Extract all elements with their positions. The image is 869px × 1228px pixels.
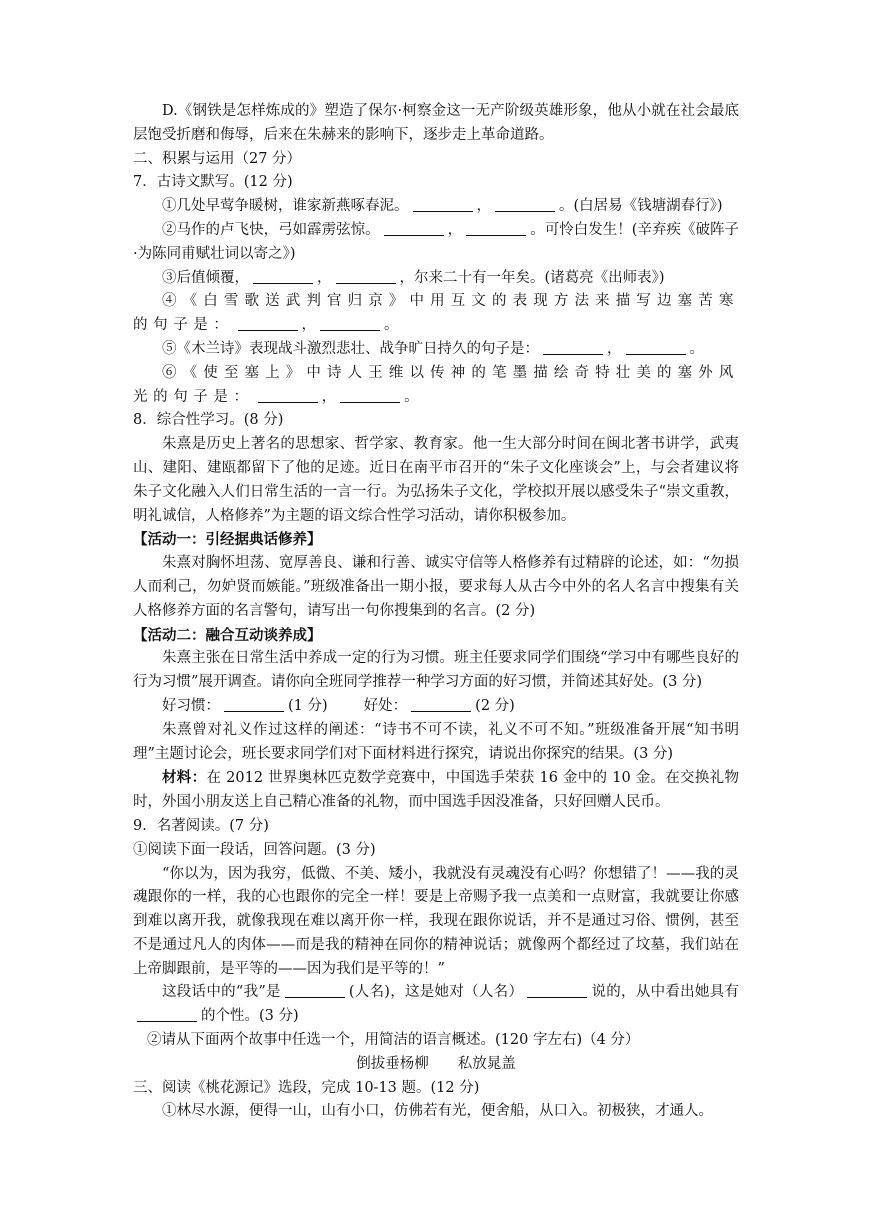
q8-intro: 朱熹是历史上著名的思想家、哲学家、教育家。他一生大部分时间在闽北著书讲学，武夷山、建阳、建瓯都留下了他的足迹。近日在南平市召开的“朱子文化座谈会”上，与会者建议将朱子文化融入人们日常生活的一言一行。为弘扬朱子文化，学校拟开展以感受朱子“崇文重教，明礼诚信，人格修养”为主题的语文综合性学习活动，请你积极参加。 — [133, 436, 739, 524]
q7-5-text: ⑤《木兰诗》表现战斗激烈悲壮、战争旷日持久的句子是： — [162, 340, 539, 357]
q7-2-source: 。可怜白发生！(辛弃疾《破阵子·为陈同甫赋壮词以寄之》) — [133, 221, 740, 262]
material-label: 材料： — [162, 769, 207, 787]
q7-item-6: ⑥《使至塞上》中诗人王维以传神的笔墨描绘奇特壮美的塞外风光的句子是： ， 。 — [133, 364, 739, 405]
activity-1-text: 朱熹对胸怀坦荡、宽厚善良、谦和行善、诚实守信等人格修养有过精辟的论述，如：“勿损人而利己，勿妒贤而嫉能。”班级准备出一期小报，要求每人从古今中外的名人名言中搜集有关人格修养方面的名言警句，请写出一句你搜集到的名言。(2 分) — [133, 555, 739, 619]
option-d: D.《钢铁是怎样炼成的》塑造了保尔·柯察金这一无产阶级英雄形象，他从小就在社会最底层饱受折磨和侮辱，后来在朱赫来的影响下，逐步走上革命道路。 — [133, 103, 739, 143]
answer-blank[interactable] — [238, 316, 298, 331]
answer-blank[interactable] — [495, 197, 555, 212]
activity-2-text-2: 朱熹曾对礼义作过这样的阐述：“诗书不可不读，礼义不可不知。”班级准备开展“知书明理”主题讨论会，班长要求同学们对下面材料进行探究，请说出你探究的结果。(3 分) — [133, 721, 739, 762]
section-2-heading: 二、积累与运用（27 分） — [133, 150, 302, 167]
answer-blank[interactable] — [543, 340, 603, 355]
trait-blank[interactable] — [137, 1007, 197, 1022]
q7-1-source: 。(白居易《钱塘湖春行》) — [559, 198, 723, 215]
q7-3-source: ，尔来二十有一年矣。(诸葛亮《出师表》) — [399, 269, 665, 286]
q7-item-3: ③后值倾覆， ， ，尔来二十有一年矣。(诸葛亮《出师表》) — [162, 269, 665, 286]
answer-blank[interactable] — [413, 197, 473, 212]
material — [133, 766, 739, 815]
benefit-score: (2 分) — [475, 697, 515, 714]
q9-part-2: ②请从下面两个故事中任选一个，用简洁的语言概述。(120 字左右)（4 分） — [147, 1032, 640, 1049]
activity-2-text: 朱熹主张在日常生活中养成一定的行为习惯。班主任要求同学们围绕“学习中有哪些良好的行为习惯”展开调查。请你向全班同学推荐一种学习方面的好习惯，并简述其好处。(3 分) — [133, 650, 739, 691]
habit-blank[interactable] — [224, 697, 284, 712]
name-blank[interactable] — [527, 983, 587, 998]
habit-score: (1 分) — [288, 697, 328, 714]
benefit-label: 好处： — [363, 697, 408, 714]
q9-quote: “你以为，因为我穷，低微、不美、矮小，我就没有灵魂没有心吗？你想错了！——我的灵魂跟你的一样，我的心也跟你的完全一样！要是上帝赐予我一点美和一点财富，我就要让你感到难以离开我，就像我现在难以离开你一样，我现在跟你说话，并不是通过习俗、惯例，甚至不是通过凡人的肉体——而是我的精神在同你的精神说话；就像两个都经过了坟墓，我们站在上帝脚跟前，是平等的——因为我们是平等的！” — [133, 865, 739, 977]
q7-2-text: ②马作的卢飞快，弓如霹雳弦惊。 — [162, 221, 380, 238]
answer-blank[interactable] — [384, 221, 444, 236]
answer-blank[interactable] — [626, 340, 686, 355]
section-3-heading: 三、阅读《桃花源记》选段，完成 10-13 题。(12 分) — [133, 1079, 480, 1096]
q7-3-text: ③后值倾覆， — [162, 269, 249, 286]
answer-blank[interactable] — [258, 388, 318, 403]
activity-2-heading: 【活动二：融合互动谈养成】 — [133, 626, 322, 644]
habit-line — [133, 695, 739, 719]
q7-item-1: ①几处早莺争暖树，谁家新燕啄春泥。 ， 。(白居易《钱塘湖春行》) — [162, 198, 723, 215]
material-text: 在 2012 世界奥林匹克数学竞赛中，中国选手荣获 16 金中的 10 金。在交换礼物时，外国小朋友送上自己精心准备的礼物，而中国选手因没准备，只好回赠人民币。 — [133, 770, 739, 811]
q9-part-1: ①阅读下面一段话，回答问题。(3 分) — [133, 841, 376, 858]
answer-blank[interactable] — [466, 221, 526, 236]
q7-1-text: ①几处早莺争暖树，谁家新燕啄春泥。 — [162, 198, 409, 215]
section-3-text: ①林尽水源，便得一山，山有小口，仿佛若有光，便舍船，从口入。初极狭，才通人。 — [162, 1103, 713, 1120]
question-7-heading: 7．古诗文默写。(12 分) — [133, 174, 293, 191]
q9-question: 这段话中的“我”是 (人名)，这是她对（人名） 说的，从中看出她具有的个性。(3 分) — [133, 981, 739, 1029]
page-content — [133, 100, 739, 1124]
q9-stories: 倒拔垂杨柳 私放晁盖 — [356, 1055, 516, 1072]
question-9-heading: 9．名著阅读。(7 分) — [133, 817, 269, 834]
q7-6-text: ⑥《使至塞上》中诗人王维以传神的笔墨描绘奇特壮美的塞外风光的句子是： — [133, 364, 739, 405]
habit-label: 好习惯： — [162, 697, 220, 714]
activity-1-heading: 【活动一：引经据典话修养】 — [133, 531, 322, 549]
question-8-heading: 8．综合性学习。(8 分) — [133, 412, 284, 429]
q7-item-2: ②马作的卢飞快，弓如霹雳弦惊。 ， 。可怜白发生！(辛弃疾《破阵子·为陈同甫赋壮词以寄之》) — [133, 221, 740, 262]
q7-item-5: ⑤《木兰诗》表现战斗激烈悲壮、战争旷日持久的句子是： ， 。 — [162, 340, 704, 357]
answer-blank[interactable] — [340, 388, 400, 403]
q7-item-4: ④《白雪歌送武判官归京》中用互文的表现方法来描写边塞苦寒的句子是： ， 。 — [133, 293, 739, 334]
answer-blank[interactable] — [253, 269, 313, 284]
answer-blank[interactable] — [320, 316, 380, 331]
name-blank[interactable] — [285, 983, 345, 998]
q7-4-text: ④《白雪歌送武判官归京》中用互文的表现方法来描写边塞苦寒的句子是： — [133, 293, 739, 334]
benefit-blank[interactable] — [411, 697, 471, 712]
answer-blank[interactable] — [336, 269, 396, 284]
